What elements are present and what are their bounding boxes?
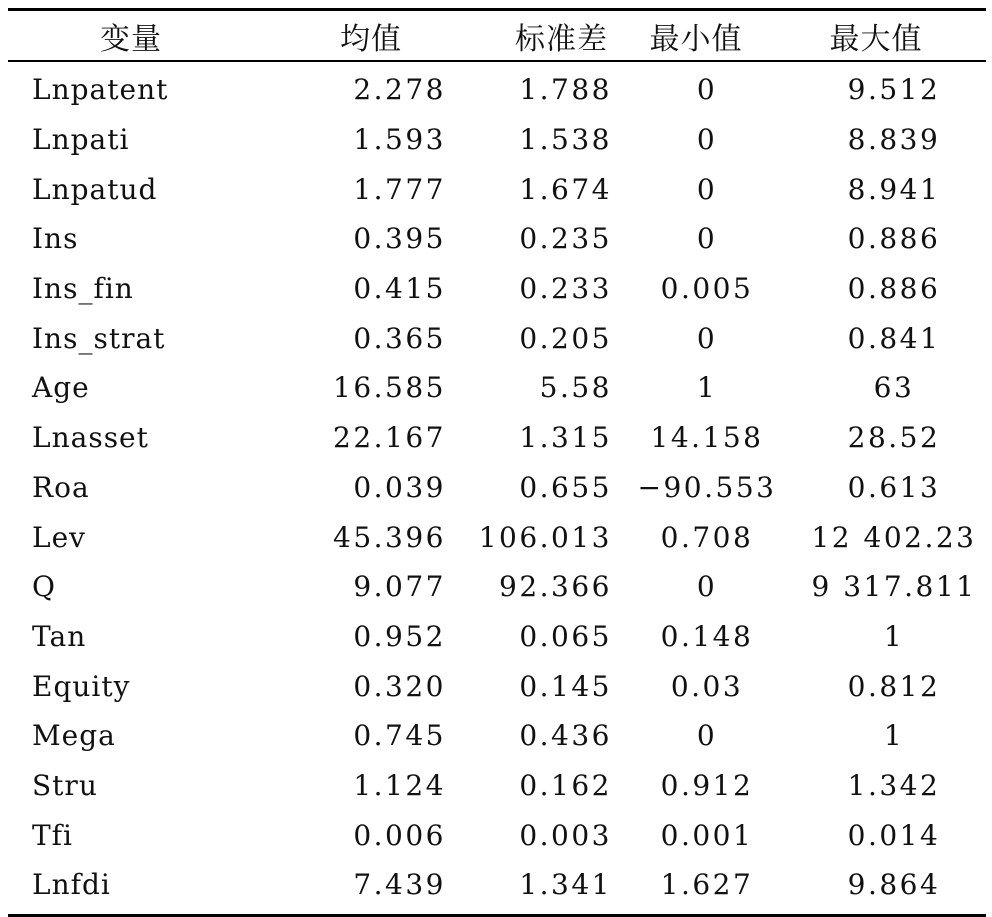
cell-variable: Lnasset xyxy=(32,421,149,455)
cell-mean: 0.952 xyxy=(353,619,446,653)
cell-variable: Lnfdi xyxy=(32,868,111,902)
cell-max: 9.864 xyxy=(847,868,941,902)
cell-min: 0 xyxy=(696,321,718,355)
cell-std-dev: 5.58 xyxy=(539,371,612,405)
cell-variable: Q xyxy=(32,570,56,604)
cell-std-dev: 1.538 xyxy=(519,123,612,157)
header-max: 最大值 xyxy=(829,21,923,57)
cell-variable: Age xyxy=(32,371,90,405)
cell-max: 0.014 xyxy=(847,818,941,852)
table-row xyxy=(8,810,986,860)
cell-min: 1.627 xyxy=(660,868,754,902)
header-variable: 变量 xyxy=(100,21,162,57)
cell-std-dev: 1.674 xyxy=(519,172,612,206)
cell-min: 1 xyxy=(696,371,718,405)
table-row xyxy=(8,65,986,115)
cell-min: 14.158 xyxy=(650,421,764,455)
cell-min: 0 xyxy=(696,570,718,604)
cell-mean: 0.006 xyxy=(353,818,446,852)
cell-min: −90.553 xyxy=(637,470,777,504)
table-row xyxy=(8,562,986,612)
cell-variable: Lnpati xyxy=(32,123,130,157)
cell-mean: 0.745 xyxy=(353,719,446,753)
cell-max: 0.841 xyxy=(847,321,941,355)
cell-mean: 2.278 xyxy=(353,73,446,107)
cell-max: 12 402.23 xyxy=(811,520,977,554)
cell-max: 0.886 xyxy=(847,272,941,306)
header-mean: 均值 xyxy=(340,21,402,57)
cell-variable: Ins_fin xyxy=(32,272,134,306)
cell-max: 8.839 xyxy=(847,123,941,157)
cell-mean: 0.415 xyxy=(353,272,446,306)
cell-variable: Tfi xyxy=(32,818,73,852)
cell-max: 0.886 xyxy=(847,222,941,256)
cell-max: 9.512 xyxy=(847,73,941,107)
cell-mean: 0.365 xyxy=(353,321,446,355)
table-row xyxy=(8,363,986,413)
header-std-dev: 标准差 xyxy=(515,21,608,57)
cell-max: 1 xyxy=(883,719,905,753)
cell-min: 0 xyxy=(696,123,718,157)
table-row xyxy=(8,612,986,662)
table-row xyxy=(8,512,986,562)
table-header xyxy=(8,11,986,62)
cell-max: 28.52 xyxy=(847,421,941,455)
cell-std-dev: 0.145 xyxy=(519,669,612,703)
table-row xyxy=(8,313,986,363)
cell-min: 0.148 xyxy=(660,619,754,653)
cell-mean: 1.124 xyxy=(353,768,446,802)
table-row xyxy=(8,214,986,264)
table-row xyxy=(8,413,986,463)
cell-variable: Lnpatent xyxy=(32,73,169,107)
cell-min: 0 xyxy=(696,73,718,107)
cell-variable: Ins xyxy=(32,222,79,256)
cell-variable: Lev xyxy=(32,520,86,554)
cell-variable: Stru xyxy=(32,768,98,802)
cell-max: 0.613 xyxy=(847,470,941,504)
cell-mean: 0.039 xyxy=(353,470,446,504)
cell-mean: 45.396 xyxy=(333,520,446,554)
cell-mean: 0.320 xyxy=(353,669,446,703)
cell-min: 0.001 xyxy=(660,818,754,852)
cell-mean: 1.777 xyxy=(353,172,446,206)
cell-min: 0.005 xyxy=(660,272,754,306)
cell-variable: Ins_strat xyxy=(32,321,166,355)
cell-variable: Roa xyxy=(32,470,90,504)
header-min: 最小值 xyxy=(649,21,743,57)
cell-max: 63 xyxy=(873,371,915,405)
cell-min: 0.03 xyxy=(670,669,744,703)
cell-mean: 22.167 xyxy=(333,421,446,455)
cell-std-dev: 0.162 xyxy=(519,768,612,802)
table-row xyxy=(8,264,986,314)
cell-mean: 0.395 xyxy=(353,222,446,256)
cell-mean: 16.585 xyxy=(333,371,446,405)
table-row xyxy=(8,661,986,711)
cell-variable: Lnpatud xyxy=(32,172,158,206)
cell-std-dev: 0.655 xyxy=(519,470,612,504)
cell-min: 0 xyxy=(696,172,718,206)
cell-mean: 9.077 xyxy=(353,570,446,604)
table-row xyxy=(8,164,986,214)
descriptive-statistics-table xyxy=(8,8,986,917)
cell-max: 1.342 xyxy=(847,768,941,802)
cell-std-dev: 106.013 xyxy=(478,520,612,554)
cell-min: 0 xyxy=(696,222,718,256)
cell-variable: Tan xyxy=(32,619,87,653)
cell-std-dev: 0.205 xyxy=(519,321,612,355)
table-row xyxy=(8,860,986,910)
table-row xyxy=(8,115,986,165)
cell-std-dev: 0.233 xyxy=(519,272,612,306)
cell-std-dev: 0.065 xyxy=(519,619,612,653)
cell-std-dev: 1.788 xyxy=(519,73,612,107)
table-row xyxy=(8,463,986,513)
table-body xyxy=(8,62,986,914)
cell-std-dev: 1.341 xyxy=(519,868,612,902)
cell-variable: Equity xyxy=(32,669,131,703)
cell-std-dev: 0.436 xyxy=(519,719,612,753)
cell-mean: 1.593 xyxy=(353,123,446,157)
cell-variable: Mega xyxy=(32,719,116,753)
cell-max: 9 317.811 xyxy=(811,570,977,604)
cell-min: 0.912 xyxy=(660,768,754,802)
cell-max: 8.941 xyxy=(847,172,941,206)
table-row xyxy=(8,711,986,761)
cell-max: 1 xyxy=(883,619,905,653)
cell-std-dev: 92.366 xyxy=(499,570,612,604)
cell-max: 0.812 xyxy=(847,669,941,703)
cell-std-dev: 0.235 xyxy=(519,222,612,256)
cell-mean: 7.439 xyxy=(353,868,446,902)
cell-min: 0 xyxy=(696,719,718,753)
table-row xyxy=(8,761,986,811)
cell-std-dev: 1.315 xyxy=(519,421,612,455)
cell-min: 0.708 xyxy=(660,520,754,554)
cell-std-dev: 0.003 xyxy=(519,818,612,852)
